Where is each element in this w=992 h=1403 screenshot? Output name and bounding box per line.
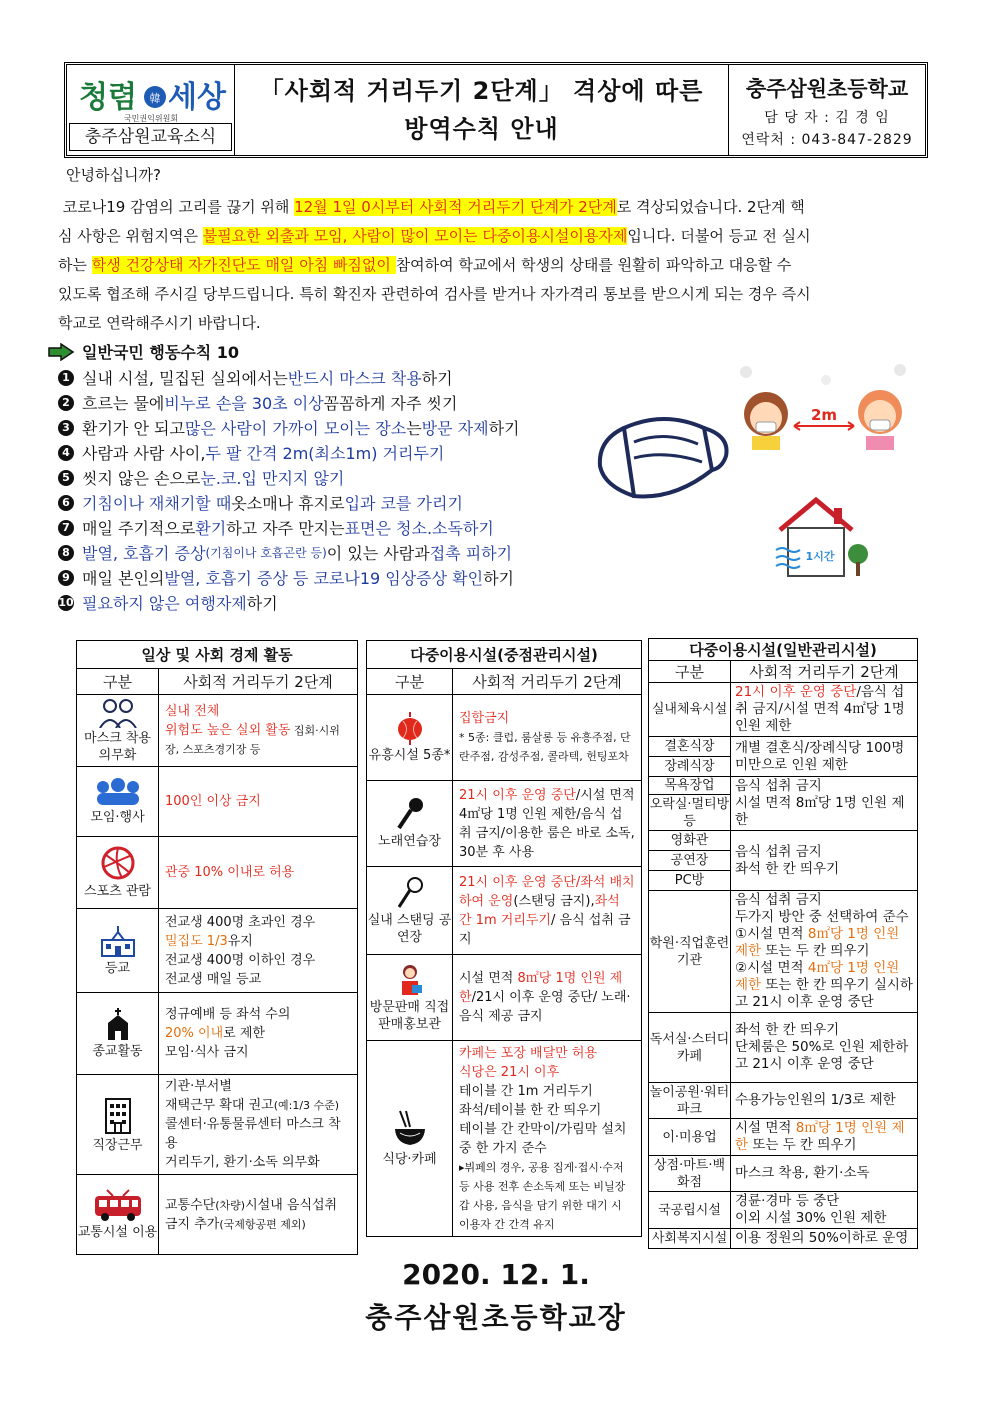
rule-9: 9 매일 본인의 발열, 호흡기 증상 등 코로나19 임상증상 확인 하기 [58, 565, 520, 590]
school-cell [729, 65, 925, 155]
table-row: 스포츠 관람 관중 10% 이내로 허용 [77, 837, 358, 909]
table-row: 놀이공원·워터파크 수용가능인원의 1/3로 제한 [649, 1083, 918, 1119]
school-name: 충주삼원초등학교 [745, 77, 909, 101]
bus-icon [93, 1188, 143, 1222]
header-box [64, 62, 928, 158]
rules-title: 일반국민 행동수칙 10 [48, 340, 239, 363]
table-row: 실내 스탠딩 공연장 21시 이후 운영 중단/좌석 배치하여 운영(스탠딩 금지),좌석 간 1m 거리두기/ 음식 섭취 금지 [367, 867, 642, 955]
table-row: 상점·마트·백화점 마스크 착용, 환기·소독 [649, 1156, 918, 1192]
rule-2: 2 흐르는 물에 비누로 손을 30초 이상 꼼꼼하게 자주 씻기 [58, 390, 520, 415]
title-line-2: 방역수칙 안내 [404, 115, 559, 143]
table2-title: 다중이용시설(중점관리시설) [367, 641, 642, 669]
integrity-logo [75, 73, 227, 117]
table-general-facilities: 다중이용시설(일반관리시설) 구분 사회적 거리두기 2단계 실내체육시설 21시 이후 운영 중단/음식 섭취 금지/시설 면적 4㎡당 1명 인원 제한 결혼식장 개별 결혼식/장례식당 100명 미만으로 인원 제한 장례식장 목욕장업 음식 섭취 금지 시설 면적 8㎡당 1명 인원 제한 오락실·멀티방 등 영화관 음식 섭취 금지 좌석 한 칸 띄우기 공연장 PC방 학원·직업훈련기관 음식 섭취 금지 두가지 방안 중 선택하여 준수 ①시설 면적 8㎡당 1명 인원 제한 또는 두 칸 띄우기 ②시설 면적 4㎡당 1명 인원 제한 또는 한 칸 띄우기 실시하고 21시 이후 운영 중단 독서실·스터디카페 좌석 한 칸 띄우기 단체룸은 50%로 인원 제한하고 21시 이후 운영 중단 놀이공원·워터파크 수용가능인원의 1/3로 제한 이·미용업 시설 면적 8㎡당 1명 인원 제한 또는 두 칸 띄우기 상점·마트·백화점 마스크 착용, 환기·소독 국공립시설 경륜·경마 등 중단 이외 시설 30% 인원 제한 사회복지시설 이용 정원의 50%이하로 운영 [648, 638, 918, 1249]
logo-subtitle: 국민권익위원회 [123, 114, 179, 123]
table-row: 유흥시설 5종* 집합금지 * 5종: 클럽, 룸살롱 등 유흥주점, 단란주점, 감성주점, 콜라텍, 헌팅포차 [367, 695, 642, 781]
newsletter-name: 충주삼원교육소식 [69, 123, 232, 151]
phone: 연락처 : 043-847-2829 [741, 132, 913, 148]
table-row: 방문판매 직접판매홍보관 시설 면적 8㎡당 1명 인원 제한/21시 이후 운영 중단/ 노래·음식 제공 금지 [367, 955, 642, 1041]
table-row: 결혼식장 개별 결혼식/장례식당 100명 미만으로 인원 제한 [649, 737, 918, 757]
table-row: 영화관 음식 섭취 금지 좌석 한 칸 띄우기 [649, 831, 918, 851]
stage-microphone-icon [395, 876, 425, 910]
rule-3: 3 환기가 안 되고 많은 사람이 가까이 모이는 장소 는 방문 자제 하기 [58, 415, 520, 440]
table-row: 장례식장 [649, 757, 918, 777]
table-row: 등교 전교생 400명 초과인 경우 밀집도 1/3유지 전교생 400명 이하인 경우 전교생 매일 등교 [77, 909, 358, 993]
microphone-icon [395, 797, 425, 831]
svg-text:2m: 2m [810, 406, 838, 424]
table-key-facilities: 다중이용시설(중점관리시설) 구분 사회적 거리두기 2단계 유흥시설 5종* 집합금지 * 5종: 클럽, 룸살롱 등 유흥주점, 단란주점, 감성주점, 콜라텍, 헌팅포차 노래연습장 21시 이후 운영 중단/시설 면적 4㎡당 1명 인원 제한/음식 섭취 금지/이용한 룸은 바로 소독, 30분 후 사용 실내 스탠딩 공연장 21시 이후 운영 중단/좌석 배치하여 운영(스탠딩 금지),좌석 간 1m 거리두기/ 음식 섭취 금지 방문판매 직접판매홍보관 시설 면적 8㎡당 1명 인원 제한/21시 이후 운영 중단/ 노래·음식 제공 금지 식당·카페 카페는 포장 배달만 허용 식당은 21시 이후 테이블 간 1m 거리두기 좌석/테이블 한 칸 띄우기 테이블 간 칸막이/가림막 설치 중 한 가지 준수 ▸뷔페의 경우, 공용 집게·접시·수저 등 사용 전후 손소독제 또는 비닐장갑 사용, 음식을 담기 위한 대기 시 이용자 간 간격 유지 [366, 640, 642, 1237]
rules-list [58, 365, 520, 615]
volleyball-icon [100, 845, 136, 881]
arrow-right-icon [48, 343, 74, 361]
table-row: 식당·카페 카페는 포장 배달만 허용 식당은 21시 이후 테이블 간 1m 거리두기 좌석/테이블 한 칸 띄우기 테이블 간 칸막이/가림막 설치 중 한 가지 준수 ▸뷔페의 경우, 공용 집게·접시·수저 등 사용 전후 손소독제 또는 비닐장갑 사용, 음식을 담기 위한 대기 시 이용자 간 간격 유지 [367, 1041, 642, 1237]
office-building-icon [100, 1095, 136, 1135]
table-row: 마스크 착용 의무화 실내 전체 위험도 높은 실외 활동 집회·시위장, 스포츠경기장 등 [77, 695, 358, 767]
table-row: 사회복지시설 이용 정원의 50%이하로 운영 [649, 1229, 918, 1249]
highlight-core: 불필요한 외출과 모임, 사람이 많이 모이는 다중이용시설이용자제 [202, 227, 628, 245]
noodle-bowl-icon [392, 1109, 428, 1149]
svg-text:韓: 韓 [149, 92, 161, 105]
table-row: 모임·행사 100인 이상 금지 [77, 767, 358, 837]
table-row: 직장근무 기관·부서별 재택근무 확대 권고(예:1/3 수준) 콜센터·유통물류센터 마스크 착용 거리두기, 환기·소독 의무화 [77, 1075, 358, 1175]
face-mask-icon [594, 400, 734, 510]
issue-date: 2020. 12. 1. [402, 1258, 590, 1291]
kids-distance-icon [730, 360, 920, 450]
greeting: 안녕하십니까? [66, 166, 161, 184]
highlight-selfcheck: 학생 건강상태 자가진단도 매일 아침 빠짐없이 [91, 256, 396, 274]
svg-text:1시간: 1시간 [805, 550, 835, 563]
table-row: 학원·직업훈련기관 음식 섭취 금지 두가지 방안 중 선택하여 준수 ①시설 면적 8㎡당 1명 인원 제한 또는 두 칸 띄우기 ②시설 면적 4㎡당 1명 인원 제한 또는 한 칸 띄우기 실시하고 21시 이후 운영 중단 [649, 891, 918, 1013]
table-row: 공연장 [649, 851, 918, 871]
svg-text:청렴: 청렴 [79, 80, 137, 115]
rule-6: 6 기침이나 재채기할 때 옷소매나 휴지로 입과 코를 가리기 [58, 490, 520, 515]
table-row: 종교활동 정규예배 등 좌석 수의 20% 이내로 제한 모임·식사 금지 [77, 993, 358, 1075]
gathering-icon [93, 777, 143, 807]
salesperson-icon [395, 963, 425, 997]
table-row: PC방 [649, 871, 918, 891]
rule-1: 1 실내 시설, 밀집된 실외에서는 반드시 마스크 착용 하기 [58, 365, 520, 390]
logo-cell [67, 65, 235, 155]
highlight-date: 12월 1일 0시부터 사회적 거리두기 단계가 2단계 [294, 198, 617, 216]
manager: 담 당 자 : 김 경 임 [764, 110, 890, 126]
rule-7: 7 매일 주기적으로 환기 하고 자주 만지는 표면은 청소.소독하기 [58, 515, 520, 540]
rule-10: 10 필요하지 않은 여행 자제 하기 [58, 594, 278, 613]
table-row: 실내체육시설 21시 이후 운영 중단/음식 섭취 금지/시설 면적 4㎡당 1명 인원 제한 [649, 683, 918, 737]
ventilation-house-icon [770, 490, 870, 590]
school-building-icon [98, 924, 138, 958]
table3-title: 다중이용시설(일반관리시설) [649, 639, 918, 661]
table-row: 교통시설 이용 교통수단(차량)시설내 음식섭취 금지 추가(국제항공편 제외) [77, 1175, 358, 1255]
mask-people-icon [98, 698, 138, 728]
table1-title: 일상 및 사회 경제 활동 [77, 641, 358, 669]
table-row: 이·미용업 시설 면적 8㎡당 1명 인원 제한 또는 두 칸 띄우기 [649, 1119, 918, 1156]
principal-signature: 충주삼원초등학교장 [365, 1301, 627, 1334]
lantern-icon [395, 711, 425, 745]
rule-8: 8 발열, 호흡기 증상 (기침이나 호흡곤란 등) 이 있는 사람과 접촉 피하기 [58, 540, 520, 565]
title-line-1: 「사회적 거리두기 2단계」 격상에 따른 [259, 77, 704, 105]
svg-text:세상: 세상 [168, 80, 226, 115]
rule-4: 4 사람과 사람 사이, 두 팔 간격 2m(최소1m) 거리두기 [58, 440, 520, 465]
rule-5: 5 씻지 않은 손으로 눈.코.입 만지지 않기 [58, 465, 520, 490]
church-icon [100, 1007, 136, 1041]
table-row: 오락실·멀티방 등 [649, 796, 730, 829]
table-row: 목욕장업 음식 섭취 금지 시설 면적 8㎡당 1명 인원 제한 [649, 777, 918, 795]
table-row: 독서실·스터디카페 좌석 한 칸 띄우기 단체룸은 50%로 인원 제한하고 21시 이후 운영 중단 [649, 1013, 918, 1083]
title-cell [235, 65, 729, 155]
table-row: 국공립시설 경륜·경마 등 중단 이외 시설 30% 인원 제한 [649, 1192, 918, 1229]
intro-paragraph: 코로나19 감염의 고리를 끊기 위해 12월 1일 0시부터 사회적 거리두기 단계가 2단계로 격상되었습니다. 2단계 핵 심 사항은 위험지역은 불필요한 외출과 모임, 사람이 많이 모이는 다중이용시설이용자제입니다. 더불어 등교 전 실시 하는 학생 건강상태 자가진단도 매일 아침 빠짐없이 참여하여 학교에서 학생의 상태를 원활히 파악하고 대응할 수 있도록 협조해 주시길 당부드립니다. 특히 확진자 관련하여 검사를 받거나 자가격리 통보를 받으시게 되는 경우 즉시 학교로 연락해주시기 바랍니다. [58, 198, 811, 332]
table-daily-activities: 일상 및 사회 경제 활동 구분 사회적 거리두기 2단계 마스크 착용 의무화 실내 전체 위험도 높은 실외 활동 집회·시위장, 스포츠경기장 등 모임·행사 100인 이상 금지 스포츠 관람 관중 10% 이내로 허용 등교 전교생 400명 초과인 경우 밀집도 1/3유지 전교생 400명 이하인 경우 전교생 매일 등교 종교활동 정규예배 등 좌석 수의 20% 이내로 제한 모임·식사 금지 직장근무 기관·부서별 재택근무 확대 권고(예:1/3 수준) 콜센터·유통물류센터 마스크 착용 거리두기, 환기·소독 의무화 교통시설 이용 교통수단(차량)시설내 음식섭취 금지 추가(국제항공편 제외) [76, 640, 358, 1255]
table-row: 노래연습장 21시 이후 운영 중단/시설 면적 4㎡당 1명 인원 제한/음식 섭취 금지/이용한 룸은 바로 소독, 30분 후 사용 [367, 781, 642, 867]
